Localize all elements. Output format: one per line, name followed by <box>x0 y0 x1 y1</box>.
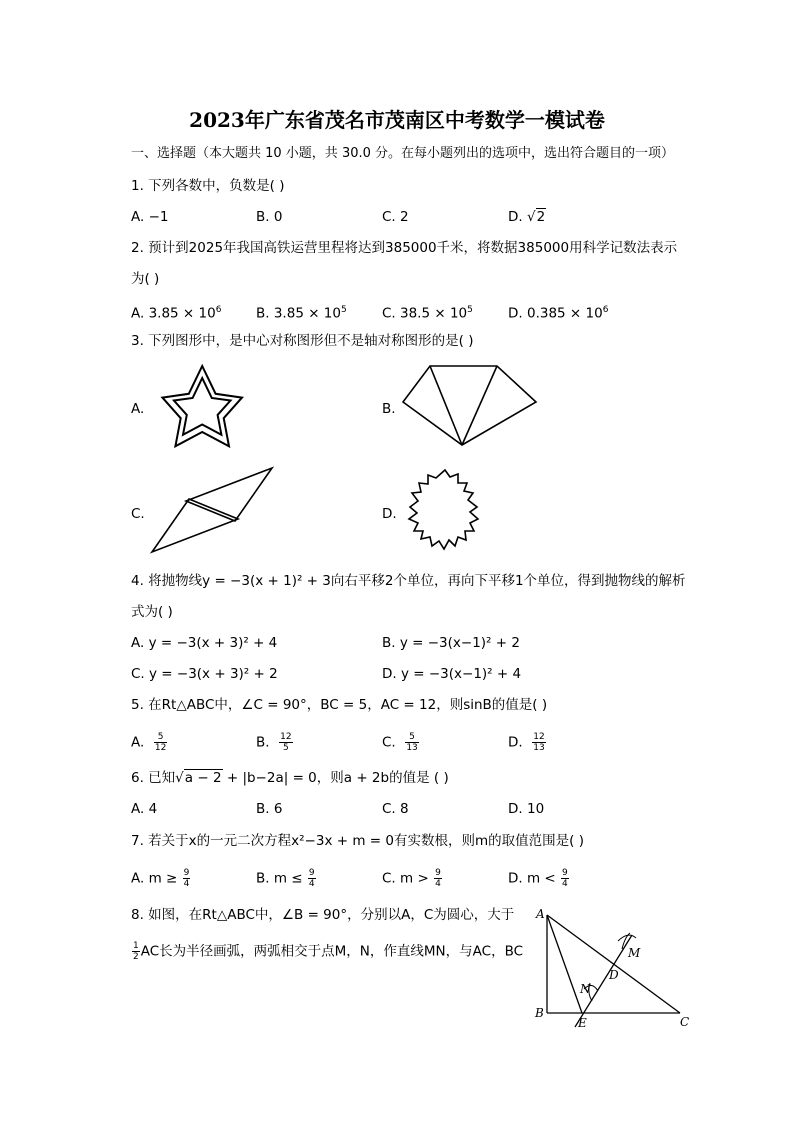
star-inner <box>174 378 231 435</box>
q1-option-a[interactable]: A. −1 <box>131 209 169 225</box>
zigzag-figure <box>150 466 275 556</box>
q3-option-a[interactable]: A. <box>131 401 145 417</box>
q4-option-d[interactable]: D. y = −3(x−1)² + 4 <box>382 666 522 682</box>
q3-option-d[interactable]: D. <box>382 506 397 522</box>
q7-option-c[interactable]: C. m > $\frac{9}{4}$ <box>382 868 441 889</box>
q5-stem: 5. 在Rt△ABC中，∠C = 90°，BC = 5，AC = 12，则sinB的值是( ) <box>131 697 548 713</box>
section-header: 一、选择题（本大题共 10 小题，共 30.0 分。在每小题列出的选项中，选出符合题目的一项） <box>131 146 675 161</box>
zigzag-upper-triangle <box>186 468 272 521</box>
q4-option-b[interactable]: B. y = −3(x−1)² + 2 <box>382 635 520 651</box>
point-c-label: C <box>680 1015 690 1029</box>
segment-ae <box>547 915 582 1013</box>
q1-option-b[interactable]: B. 0 <box>256 209 283 225</box>
point-a-label: A <box>536 907 545 921</box>
point-b-label: B <box>535 1006 544 1020</box>
q5-option-d[interactable]: D. $\frac{12}{13}$ <box>508 732 545 753</box>
snowflake-figure <box>400 465 490 560</box>
fan-figure <box>400 364 540 449</box>
q5-option-c[interactable]: C. $\frac{5}{13}$ <box>382 732 418 753</box>
q6-option-d[interactable]: D. 10 <box>508 801 545 817</box>
star-figure <box>145 362 245 452</box>
fan-outline <box>403 366 536 445</box>
q6-stem: 6. 已知√a − 2 + |b−2a| = 0，则a + 2b的值是 ( ) <box>131 770 449 786</box>
q2-option-b[interactable]: B. $3.85 \times 10^5$ <box>256 305 347 322</box>
q3-stem: 3. 下列图形中，是中心对称图形但不是轴对称图形的是( ) <box>131 333 474 349</box>
q7-stem: 7. 若关于x的一元二次方程x²−3x + m = 0有实数根，则m的取值范围是( ) <box>131 833 584 849</box>
triangle-construction-figure <box>530 905 720 1035</box>
q4-option-a[interactable]: A. y = −3(x + 3)² + 4 <box>131 635 278 651</box>
q2-stem-line2: 为( ) <box>131 271 160 287</box>
q8-stem-line1: 8. 如图，在Rt△ABC中，∠B = 90°，分别以A，C为圆心，大于 <box>131 907 515 923</box>
q3-option-b[interactable]: B. <box>382 401 396 417</box>
point-d-label: D <box>609 968 619 982</box>
q7-option-a[interactable]: A. m ≥ $\frac{9}{4}$ <box>131 868 190 889</box>
q1-stem: 1. 下列各数中，负数是( ) <box>131 178 285 194</box>
q1-option-d[interactable]: D. √2 <box>508 209 546 225</box>
q1-option-d-radicand: 2 <box>536 209 546 225</box>
point-n-label: N <box>580 982 591 996</box>
q4-stem-line2: 式为( ) <box>131 604 173 620</box>
snowflake-outline <box>409 470 478 549</box>
point-e-label: E <box>578 1016 587 1030</box>
q5-option-a[interactable]: A. $\frac{5}{12}$ <box>131 732 167 753</box>
q2-option-c[interactable]: C. $38.5 \times 10^5$ <box>382 305 473 322</box>
q6-option-b[interactable]: B. 6 <box>256 801 283 817</box>
q6-option-a[interactable]: A. 4 <box>131 801 158 817</box>
q2-option-a[interactable]: A. $3.85 \times 10^6$ <box>131 305 222 322</box>
q7-option-b[interactable]: B. m ≤ $\frac{9}{4}$ <box>256 868 315 889</box>
q4-option-c[interactable]: C. y = −3(x + 3)² + 2 <box>131 666 278 682</box>
q2-stem-line1: 2. 预计到2025年我国高铁运营里程将达到385000千米，将数据385000用科学记数法表示 <box>131 240 678 256</box>
q8-stem-line2: $\frac{1}{2}$ AC长为半径画弧，两弧相交于点M，N，作直线MN，与AC，BC <box>133 941 524 962</box>
q7-option-d[interactable]: D. m < $\frac{9}{4}$ <box>508 868 568 889</box>
q3-option-c[interactable]: C. <box>131 506 145 522</box>
page-title: 2023年广东省茂名市茂南区中考数学一模试卷 <box>189 108 605 132</box>
q5-option-b[interactable]: B. $\frac{12}{5}$ <box>256 732 292 753</box>
q6-option-c[interactable]: C. 8 <box>382 801 409 817</box>
q4-stem-line1: 4. 将抛物线y = −3(x + 1)² + 3向右平移2个单位，再向下平移1个单位，得到抛物线的解析 <box>131 573 686 589</box>
point-m-label: M <box>628 946 641 960</box>
q2-option-d[interactable]: D. $0.385 \times 10^6$ <box>508 305 609 322</box>
zigzag-lower-triangle <box>152 499 238 552</box>
q1-option-c[interactable]: C. 2 <box>382 209 409 225</box>
fan-line-2 <box>462 366 497 445</box>
